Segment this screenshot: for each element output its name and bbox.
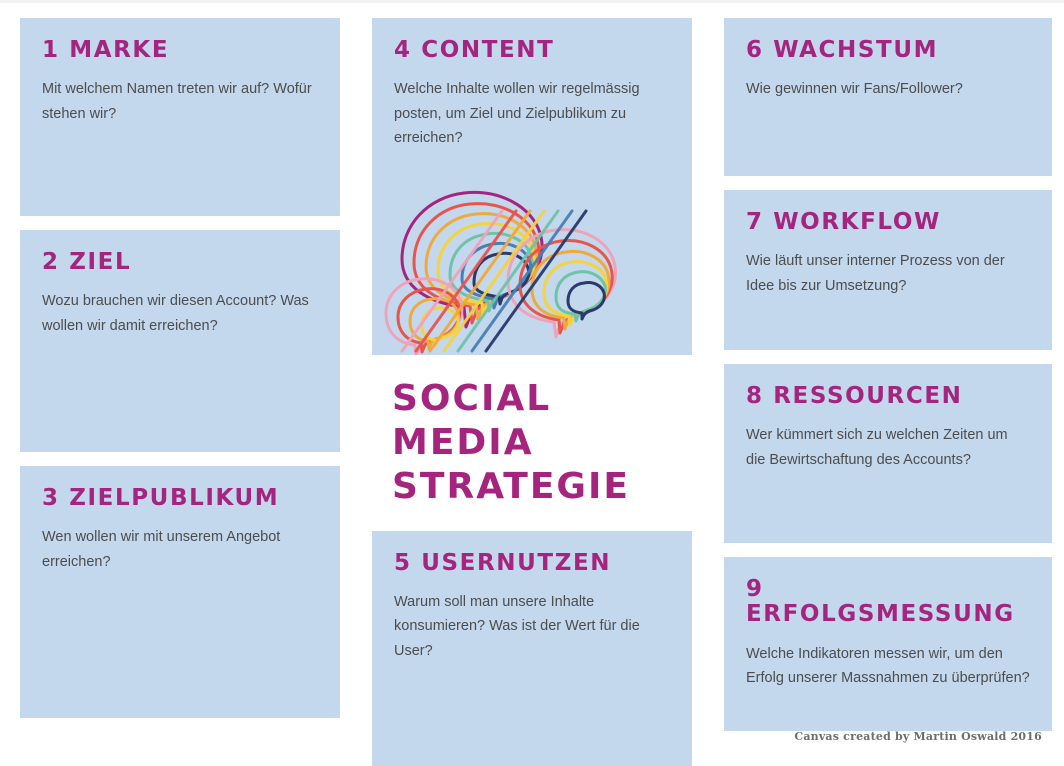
card-ressourcen[interactable]: [724, 364, 1052, 543]
card-marke-body: Mit welchem Namen treten wir auf? Wofür stehen wir?: [42, 81, 312, 122]
card-erfolgsmessung-body: Welche Indikatoren messen wir, um den Erfolg unserer Massnahmen zu überprüfen?: [746, 645, 1030, 686]
card-wachstum-heading: 6 WACHSTUM: [746, 37, 939, 63]
column-right: [724, 18, 1052, 766]
card-usernutzen-body: Warum soll man unsere Inhalte konsumieren? Was ist der Wert für die User?: [394, 594, 640, 659]
card-erfolgsmessung[interactable]: [724, 557, 1052, 731]
card-zielpublikum-heading: 3 ZIELPUBLIKUM: [42, 485, 280, 511]
credit-text: Canvas created by Martin Oswald 2016: [794, 730, 1042, 743]
card-ressourcen-body: Wer kümmert sich zu welchen Zeiten um die Bewirtschaftung des Accounts?: [746, 427, 1008, 468]
card-workflow-heading: 7 WORKFLOW: [746, 209, 941, 235]
column-center: [372, 18, 692, 766]
card-workflow-body: Wie läuft unser interner Prozess von der Idee bis zur Umsetzung?: [746, 253, 1005, 294]
card-wachstum-body: Wie gewinnen wir Fans/Follower?: [746, 81, 963, 98]
column-left: [20, 18, 340, 766]
page-title-line1: SOCIAL MEDIA: [392, 378, 552, 463]
card-content-body: Welche Inhalte wollen wir regelmässig posten, um Ziel und Zielpublikum zu erreichen?: [394, 81, 640, 147]
canvas-grid: [20, 18, 1044, 733]
card-content-heading: 4 CONTENT: [394, 37, 555, 63]
card-ziel-heading: 2 ZIEL: [42, 249, 132, 275]
page-title-line2: STRATEGIE: [392, 465, 630, 507]
card-erfolgsmessung-heading: 9 ERFOLGSMESSUNG: [746, 576, 1015, 628]
card-ziel[interactable]: [20, 230, 340, 452]
card-usernutzen-heading: 5 USERNUTZEN: [394, 549, 612, 576]
card-marke[interactable]: [20, 18, 340, 216]
card-wachstum[interactable]: [724, 18, 1052, 176]
card-marke-heading: 1 MARKE: [42, 37, 170, 63]
card-zielpublikum[interactable]: [20, 466, 340, 718]
speech-bubble-stripes-icon: [372, 165, 692, 355]
page-title: [392, 377, 692, 509]
card-ressourcen-heading: 8 RESSOURCEN: [746, 383, 963, 409]
top-divider: [0, 0, 1064, 3]
card-workflow[interactable]: [724, 190, 1052, 350]
card-zielpublikum-body: Wen wollen wir mit unserem Angebot erreichen?: [42, 529, 281, 570]
card-usernutzen[interactable]: [372, 531, 692, 766]
card-ziel-body: Wozu brauchen wir diesen Account? Was wollen wir damit erreichen?: [42, 293, 309, 334]
card-content[interactable]: [372, 18, 692, 355]
